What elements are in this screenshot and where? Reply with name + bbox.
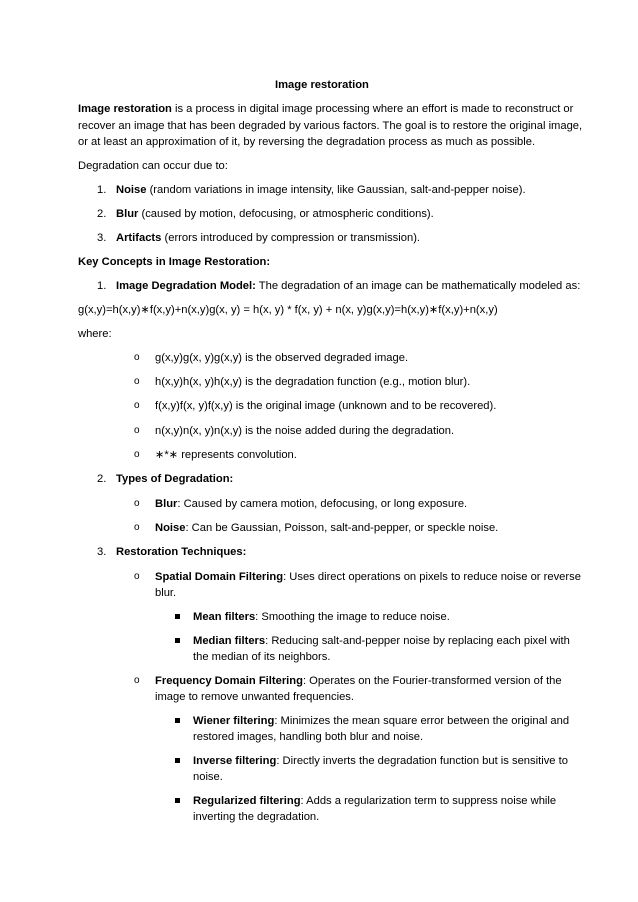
circle-bullet-icon: o: [134, 571, 140, 582]
intro-line-2: recover an image that has been degraded by various factors. The goal is to restore the original image,: [78, 120, 583, 132]
square-bullet-icon: [175, 638, 180, 643]
cause-item-blur: [116, 206, 434, 222]
types-heading: Types of Degradation:: [116, 473, 234, 485]
spatial-text: : Uses direct operations on pixels to reduce noise or reverse: [283, 571, 581, 583]
circle-bullet-icon: o: [134, 675, 140, 686]
page-title: Image restoration: [275, 79, 369, 91]
spatial-line-1: [155, 569, 581, 585]
types-term: Noise: [155, 522, 186, 534]
cause-number-1: 1.: [97, 184, 107, 196]
inverse-line-1: [193, 753, 568, 769]
spatial-line-2: blur.: [155, 587, 177, 599]
types-term: Blur: [155, 498, 178, 510]
cause-number-3: 3.: [97, 232, 107, 244]
model-item: [116, 278, 580, 294]
circle-bullet-icon: o: [134, 522, 140, 533]
circle-bullet-icon: o: [134, 425, 140, 436]
intro-term: Image restoration: [78, 103, 172, 115]
key-concepts-heading: Key Concepts in Image Restoration:: [78, 256, 271, 268]
cause-item-noise: [116, 182, 526, 198]
frequency-line-1: [155, 673, 562, 689]
filter-text: : Reducing salt-and-pepper noise by replacing each pixel with: [265, 635, 570, 647]
types-text: : Caused by camera motion, defocusing, or long exposure.: [177, 498, 468, 510]
filter-term: Regularized filtering: [193, 795, 301, 807]
cause-text: (random variations in image intensity, like Gaussian, salt-and-pepper noise).: [146, 184, 526, 196]
cause-text: (errors introduced by compression or transmission).: [161, 232, 421, 244]
filter-term: Inverse filtering: [193, 755, 277, 767]
model-bullet-2: h(x,y)h(x, y)h(x,y) is the degradation function (e.g., motion blur).: [155, 376, 471, 388]
model-text: The degradation of an image can be mathematically modeled as:: [255, 280, 581, 292]
intro-line-3: or at least an approximation of it, by reversing the degradation process as much as possible.: [78, 136, 536, 148]
types-bullet-noise: [155, 520, 498, 536]
median-filters-line-2: the median of its neighbors.: [193, 651, 331, 663]
types-bullet-blur: [155, 496, 467, 512]
intro-line-1-text: is a process in digital image processing where an effort is made to reconstruct or: [171, 103, 574, 115]
regularized-line-2: inverting the degradation.: [193, 811, 320, 823]
square-bullet-icon: [175, 758, 180, 763]
circle-bullet-icon: o: [134, 498, 140, 509]
where-label: where:: [78, 328, 112, 340]
square-bullet-icon: [175, 614, 180, 619]
wiener-line-2: restored images, handling both blur and noise.: [193, 731, 424, 743]
frequency-line-2: image to remove unwanted frequencies.: [155, 691, 355, 703]
model-bullet-1: g(x,y)g(x, y)g(x,y) is the observed degraded image.: [155, 352, 409, 364]
model-number: 1.: [97, 280, 107, 292]
spatial-term: Spatial Domain Filtering: [155, 571, 284, 583]
techniques-heading: Restoration Techniques:: [116, 546, 247, 558]
cause-text: (caused by motion, defocusing, or atmospheric conditions).: [138, 208, 434, 220]
square-bullet-icon: [175, 798, 180, 803]
types-number: 2.: [97, 473, 107, 485]
circle-bullet-icon: o: [134, 376, 140, 387]
square-bullet-icon: [175, 718, 180, 723]
model-bullet-4: n(x,y)n(x, y)n(x,y) is the noise added during the degradation.: [155, 425, 455, 437]
cause-item-artifacts: [116, 230, 420, 246]
model-bullet-3: f(x,y)f(x, y)f(x,y) is the original image (unknown and to be recovered).: [155, 400, 497, 412]
filter-text: : Directly inverts the degradation function but is sensitive to: [276, 755, 568, 767]
mean-filters-item: [193, 609, 450, 625]
model-equation: g(x,y)=h(x,y)∗f(x,y)+n(x,y)g(x, y) = h(x, y) * f(x, y) + n(x, y)g(x,y)=h(x,y)∗f(x,y)+n(x,y): [78, 304, 498, 316]
circle-bullet-icon: o: [134, 400, 140, 411]
filter-term: Median filters: [193, 635, 266, 647]
circle-bullet-icon: o: [134, 352, 140, 363]
techniques-number: 3.: [97, 546, 107, 558]
filter-text: : Minimizes the mean square error between the original and: [274, 715, 570, 727]
cause-term: Noise: [116, 184, 147, 196]
model-bullet-5: ∗*∗ represents convolution.: [155, 449, 297, 461]
frequency-text: : Operates on the Fourier-transformed version of the: [302, 675, 562, 687]
inverse-line-2: noise.: [193, 771, 223, 783]
filter-text: : Adds a regularization term to suppress noise while: [300, 795, 557, 807]
model-term: Image Degradation Model:: [116, 280, 256, 292]
regularized-line-1: [193, 793, 556, 809]
types-text: : Can be Gaussian, Poisson, salt-and-pepper, or speckle noise.: [185, 522, 499, 534]
cause-number-2: 2.: [97, 208, 107, 220]
intro-line-1: [78, 101, 573, 117]
cause-term: Blur: [116, 208, 139, 220]
wiener-line-1: [193, 713, 569, 729]
circle-bullet-icon: o: [134, 449, 140, 460]
cause-term: Artifacts: [116, 232, 162, 244]
frequency-term: Frequency Domain Filtering: [155, 675, 303, 687]
degradation-intro: Degradation can occur due to:: [78, 160, 228, 172]
filter-text: : Smoothing the image to reduce noise.: [255, 611, 450, 623]
filter-term: Wiener filtering: [193, 715, 275, 727]
median-filters-line-1: [193, 633, 570, 649]
filter-term: Mean filters: [193, 611, 256, 623]
